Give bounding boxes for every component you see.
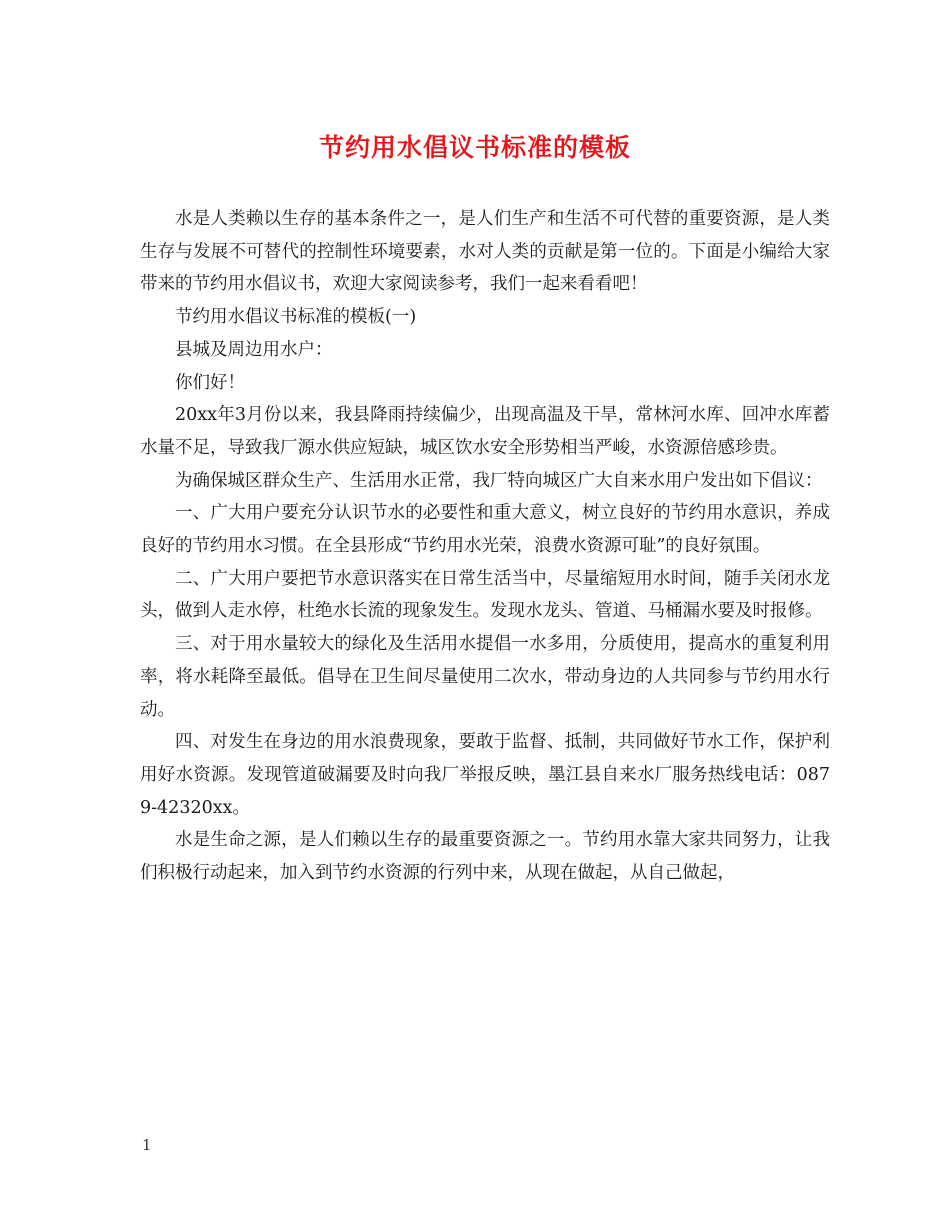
- paragraph-closing: 水是生命之源，是人们赖以生存的最重要资源之一。节约用水靠大家共同努力，让我们积极行动起来，加入到节约水资源的行列中来，从现在做起，从自己做起，: [140, 830, 830, 884]
- document-body: [140, 203, 830, 890]
- paragraph-intro: 水是人类赖以生存的基本条件之一，是人们生产和生活不可代替的重要资源，是人类生存与发展不可替代的控制性环境要素，水对人类的贡献是第一位的。下面是小编给大家带来的节约用水倡议书，欢迎大家阅读参考，我们一起来看看吧！: [140, 209, 830, 295]
- paragraph-greeting: 你们好！: [175, 372, 245, 393]
- paragraph-point-four: 四、对发生在身边的用水浪费现象，要敢于监督、抵制，共同做好节水工作，保护利用好水资源。发现管道破漏要及时向我厂举报反映，墨江县自来水厂服务热线电话：0879-42320xx。: [140, 732, 830, 818]
- paragraph-section-heading: 节约用水倡议书标准的模板(一): [175, 307, 417, 328]
- paragraph-point-three: 三、对于用水量较大的绿化及生活用水提倡一水多用，分质使用，提高水的重复利用率，将水耗降至最低。倡导在卫生间尽量使用二次水，带动身边的人共同参与节约用水行动。: [140, 634, 830, 720]
- paragraph-salutation: 县城及周边用水户：: [175, 339, 333, 360]
- paragraph-purpose: 为确保城区群众生产、生活用水正常，我厂特向城区广大自来水用户发出如下倡议：: [175, 470, 823, 491]
- document-title: 节约用水倡议书标准的模板: [318, 133, 631, 162]
- paragraph-point-two: 二、广大用户要把节水意识落实在日常生活当中，尽量缩短用水时间，随手关闭水龙头，做到人走水停，杜绝水长流的现象发生。发现水龙头、管道、马桶漏水要及时报修。: [140, 568, 830, 622]
- paragraph-situation: 20xx年3月份以来，我县降雨持续偏少，出现高温及干旱，常林河水库、回冲水库蓄水量不足，导致我厂源水供应短缺，城区饮水安全形势相当严峻，水资源倍感珍贵。: [140, 405, 830, 458]
- page-number: 1: [142, 1136, 152, 1154]
- paragraph-point-one: 一、广大用户要充分认识节水的必要性和重大意义，树立良好的节约用水意识，养成良好的节约用水习惯。在全县形成“节约用水光荣，浪费水资源可耻”的良好氛围。: [140, 503, 830, 557]
